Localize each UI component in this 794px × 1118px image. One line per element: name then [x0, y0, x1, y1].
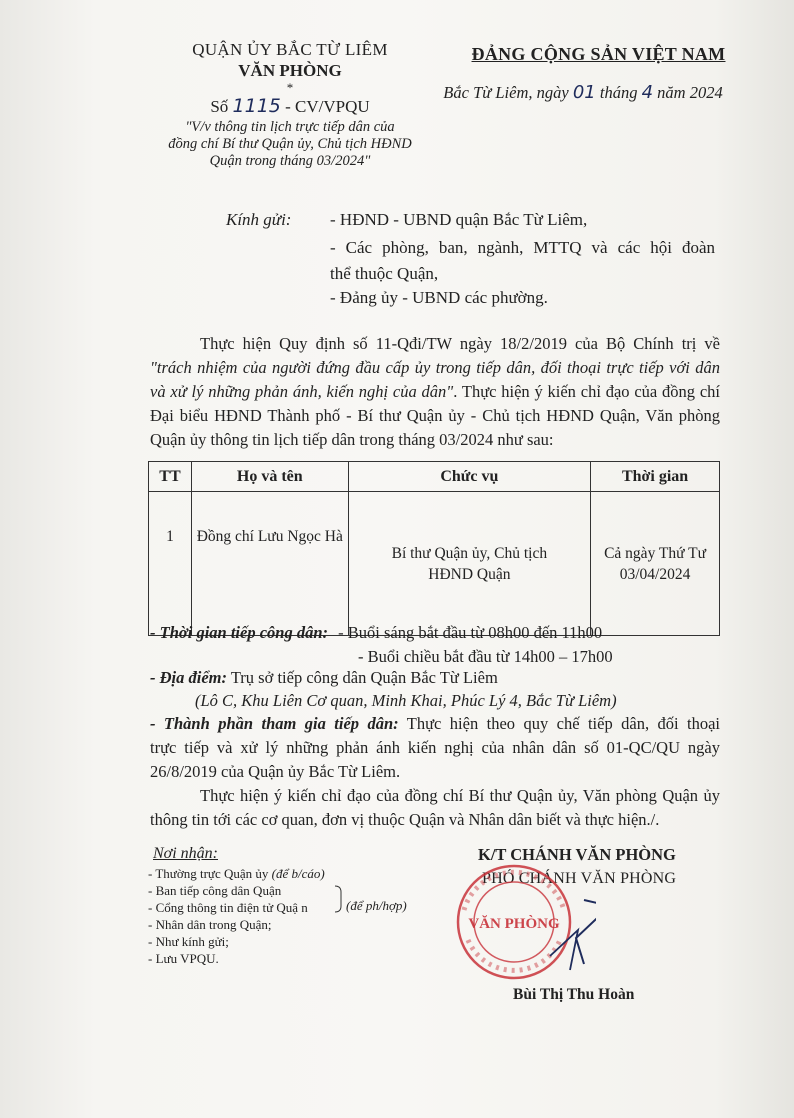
closing-line: thông tin tới các cơ quan, đơn vị thuộc Quận và Nhân dân biết và thực hiện./.: [150, 810, 660, 829]
recipient-item: - Đảng ủy - UBND các phường.: [330, 288, 548, 307]
body-line-rest: . Thực hiện ý kiến chỉ đạo của đồng chí: [453, 382, 720, 401]
participants-paragraph: [150, 712, 720, 784]
date-day-handwritten: 01: [572, 82, 596, 103]
recipient-list-item: - Như kính gửi;: [148, 934, 229, 949]
schedule-table: [148, 461, 720, 636]
reception-time-morning: - Buổi sáng bắt đầu từ 08h00 đến 11h00: [338, 623, 603, 642]
recipients-heading: Nơi nhận:: [153, 845, 218, 862]
participants-line: 26/8/2019 của Quận ủy Bắc Từ Liêm.: [150, 762, 401, 781]
table-row: [149, 492, 720, 636]
recipient-text: - Thường trực Quận ủy: [148, 866, 269, 881]
body-quote-end: và xử lý những phản ánh, kiến nghị của dân": [150, 382, 454, 401]
signature-mark: [576, 900, 596, 964]
time-line: Cả ngày Thứ Tư: [604, 544, 706, 562]
closing-line: Thực hiện ý kiến chỉ đạo của đồng chí Bí thư Quận ủy, Văn phòng Quận ủy: [200, 786, 720, 805]
date-suffix: năm 2024: [657, 83, 723, 102]
participants-line: trực tiếp và xử lý những phản ánh kiến nghị của nhân dân số 01-QC/QU ngày: [150, 738, 720, 757]
subject-line: Quận trong tháng 03/2024": [209, 153, 371, 169]
party-name: ĐẢNG CỘNG SẢN VIỆT NAM: [471, 44, 726, 64]
column-header: TT: [149, 462, 192, 492]
position-line: HĐND Quận: [428, 565, 511, 583]
reception-time-line: [150, 623, 602, 643]
cell-tt: 1: [149, 492, 192, 636]
cell-time: [591, 492, 720, 636]
body-paragraph: [150, 332, 720, 452]
recipient-list-item: - Lưu VPQU.: [148, 951, 219, 966]
org-name: QUẬN ỦY BẮC TỪ LIÊM: [192, 40, 388, 59]
subject-line: "V/v thông tin lịch trực tiếp dân của: [185, 119, 395, 135]
body-line: Đại biểu HĐND Thành phố - Bí thư Quận ủy - Chủ tịch HĐND Quận, Văn phòng: [150, 406, 720, 425]
recipients-to-label: Kính gửi:: [226, 210, 292, 229]
recipient-list-item: - Cổng thông tin điện tử Quậ n: [148, 900, 308, 915]
body-line: Thực hiện Quy định số 11-Qđi/TW ngày 18/2/2019 của Bộ Chính trị về: [200, 334, 720, 353]
column-header: Chức vụ: [348, 462, 590, 492]
office-name: VĂN PHÒNG: [238, 61, 342, 80]
location-value: Trụ sở tiếp công dân Quận Bắc Từ Liêm: [230, 668, 498, 687]
seal-text: VĂN PHÒNG: [468, 916, 560, 932]
official-seal-icon: [452, 860, 596, 982]
document-date: [433, 82, 733, 103]
doc-no-suffix: - CV/VPQU: [285, 97, 370, 116]
reception-time-label: - Thời gian tiếp công dân:: [150, 623, 328, 642]
star-mark: *: [286, 80, 294, 95]
location-label: - Địa điểm:: [150, 668, 227, 687]
recipient-list-item: - Ban tiếp công dân Quận: [148, 883, 282, 898]
recipient-note: (để ph/hợp): [346, 898, 407, 913]
bracket-icon: [333, 884, 347, 914]
location-line: [150, 668, 498, 688]
column-header: Họ và tên: [191, 462, 348, 492]
recipient-list-item: - Nhân dân trong Quận;: [148, 917, 272, 932]
participants-label: - Thành phần tham gia tiếp dân:: [150, 714, 399, 733]
date-prefix: Bắc Từ Liêm, ngày: [443, 83, 569, 102]
recipient-item: - Các phòng, ban, ngành, MTTQ và các hội đoàn: [330, 238, 715, 257]
date-mid: tháng: [599, 83, 638, 102]
doc-no-prefix: Số: [210, 97, 229, 116]
position-line: Bí thư Quận ủy, Chủ tịch: [391, 544, 548, 562]
cell-name: Đồng chí Lưu Ngọc Hà: [191, 492, 348, 636]
recipient-item: - HĐND - UBND quận Bắc Từ Liêm,: [330, 210, 588, 229]
recipient-note: (để b/cáo): [271, 866, 325, 881]
body-line: [150, 380, 720, 404]
table-header-row: [149, 462, 720, 492]
signer-name: Bùi Thị Thu Hoàn: [513, 986, 635, 1003]
recipient-item-continued: thể thuộc Quận,: [330, 264, 439, 283]
recipient-list-item: [148, 866, 325, 882]
subject-line: đồng chí Bí thư Quận ủy, Chủ tịch HĐND: [168, 136, 412, 152]
signer-title: K/T CHÁNH VĂN PHÒNG: [478, 845, 676, 864]
time-line: 03/04/2024: [619, 565, 691, 583]
date-month-handwritten: 4: [641, 82, 654, 103]
participants-line: [150, 712, 720, 736]
location-address: (Lô C, Khu Liên Cơ quan, Minh Khai, Phúc Lý 4, Bắc Từ Liêm): [195, 691, 617, 710]
body-line: Quận ủy thông tin lịch tiếp dân trong tháng 03/2024 như sau:: [150, 430, 554, 449]
signer-subtitle: PHÓ CHÁNH VĂN PHÒNG: [482, 870, 677, 887]
closing-paragraph: [150, 784, 720, 832]
cell-position: [348, 492, 590, 636]
participants-text: Thực hiện theo quy chế tiếp dân, đối thoại: [406, 714, 721, 733]
column-header: Thời gian: [591, 462, 720, 492]
document-number: [150, 95, 430, 117]
reception-time-afternoon: - Buổi chiều bắt đầu từ 14h00 – 17h00: [358, 647, 613, 666]
body-line: "trách nhiệm của người đứng đầu cấp ủy trong tiếp dân, đối thoại trực tiếp với dân: [150, 358, 720, 377]
doc-no-handwritten: 1115: [232, 95, 281, 117]
document-subject: [120, 119, 460, 170]
